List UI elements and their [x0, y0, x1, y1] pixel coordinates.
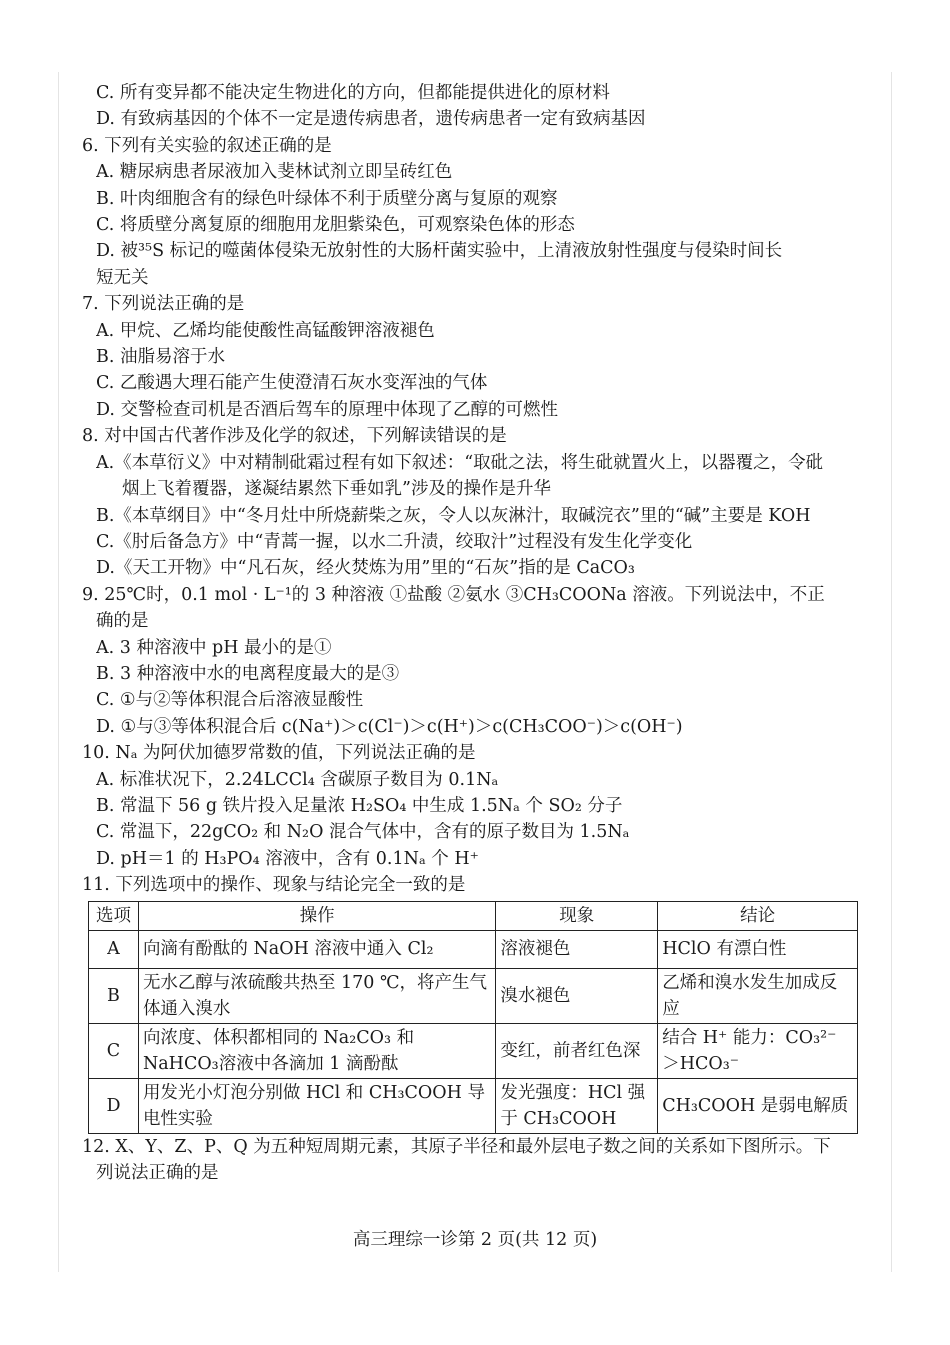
option-a-continued: 烟上飞着覆器，遂凝结累然下垂如乳”涉及的操作是升华 — [122, 479, 551, 500]
cell-conclusion: 结合 H⁺ 能力：CO₃²⁻＞HCO₃⁻ — [658, 1023, 858, 1078]
question-6 — [82, 133, 876, 291]
question-stem: 11. 下列选项中的操作、现象与结论完全一致的是 — [82, 875, 466, 896]
page-footer: 高三理综一诊第 2 页(共 12 页) — [352, 1230, 598, 1250]
question-12 — [82, 1134, 876, 1187]
option-c: C.《肘后备急方》中“青蒿一握，以水二升渍，绞取汁”过程没有发生化学变化 — [96, 531, 693, 552]
table-row — [89, 968, 858, 1023]
cell-conclusion: HClO 有漂白性 — [658, 930, 858, 968]
question-stem-continued: 确的是 — [96, 611, 149, 632]
header-operation: 操作 — [138, 901, 495, 930]
question-stem: 6. 下列有关实验的叙述正确的是 — [82, 135, 332, 156]
question-9 — [82, 582, 876, 740]
cell-phenomenon: 发光强度：HCl 强于 CH₃COOH — [496, 1078, 658, 1133]
option-c: C. 常温下，22gCO₂ 和 N₂O 混合气体中，含有的原子数目为 1.5Nₐ — [96, 822, 630, 843]
table-header-row — [89, 901, 858, 930]
table-row — [89, 1023, 858, 1078]
cell-phenomenon: 变红，前者红色深 — [496, 1023, 658, 1078]
cell-phenomenon: 溶液褪色 — [496, 930, 658, 968]
option-a: A. 糖尿病患者尿液加入斐林试剂立即呈砖红色 — [96, 162, 453, 183]
question-stem: 8. 对中国古代著作涉及化学的叙述，下列解读错误的是 — [82, 426, 507, 447]
cell-option: A — [89, 930, 139, 968]
cell-operation: 无水乙醇与浓硫酸共热至 170 ℃，将产生气体通入溴水 — [138, 968, 495, 1023]
option-d: D. ①与③等体积混合后 c(Na⁺)＞c(Cl⁻)＞c(H⁺)＞c(CH₃COO⁻)＞c(OH⁻) — [96, 716, 683, 737]
option-d: D. 交警检查司机是否酒后驾车的原理中体现了乙醇的可燃性 — [96, 399, 559, 420]
question-8 — [82, 423, 876, 581]
option-b: B. 常温下 56 g 铁片投入足量浓 H₂SO₄ 中生成 1.5Nₐ 个 SO₂ 分子 — [96, 795, 623, 816]
option-d-prev: D. 有致病基因的个体不一定是遗传病患者，遗传病患者一定有致病基因 — [96, 109, 646, 130]
option-d-continued: 短无关 — [96, 267, 149, 288]
question-stem: 9. 25℃时，0.1 mol · L⁻¹的 3 种溶液 ①盐酸 ②氨水 ③CH₃COONa 溶液。下列说法中，不正 — [82, 584, 825, 605]
page-content — [82, 80, 876, 1186]
cell-operation: 用发光小灯泡分别做 HCl 和 CH₃COOH 导电性实验 — [138, 1078, 495, 1133]
cell-phenomenon: 溴水褪色 — [496, 968, 658, 1023]
cell-option: B — [89, 968, 139, 1023]
option-d: D. pH＝1 的 H₃PO₄ 溶液中，含有 0.1Nₐ 个 H⁺ — [96, 848, 479, 869]
option-c: C. ①与②等体积混合后溶液显酸性 — [96, 690, 364, 711]
cell-operation: 向滴有酚酞的 NaOH 溶液中通入 Cl₂ — [138, 930, 495, 968]
cell-option: C — [89, 1023, 139, 1078]
question-7 — [82, 291, 876, 423]
header-phenomenon: 现象 — [496, 901, 658, 930]
header-option: 选项 — [89, 901, 139, 930]
cell-operation: 向浓度、体积都相同的 Na₂CO₃ 和 NaHCO₃溶液中各滴加 1 滴酚酞 — [138, 1023, 495, 1078]
option-b: B. 3 种溶液中水的电离程度最大的是③ — [96, 663, 400, 684]
option-c: C. 将质壁分离复原的细胞用龙胆紫染色，可观察染色体的形态 — [96, 215, 575, 236]
option-b: B. 叶肉细胞含有的绿色叶绿体不利于质壁分离与复原的观察 — [96, 188, 558, 209]
table-row — [89, 1078, 858, 1133]
option-d: D.《天工开物》中“凡石灰，经火焚炼为用”里的“石灰”指的是 CaCO₃ — [96, 558, 635, 579]
option-c-prev: C. 所有变异都不能决定生物进化的方向，但都能提供进化的原材料 — [96, 83, 610, 103]
question-stem: 7. 下列说法正确的是 — [82, 294, 245, 315]
option-b: B.《本草纲目》中“冬月灶中所烧薪柴之灰，令人以灰淋汁，取碱浣衣”里的“碱”主要是 KOH — [96, 505, 811, 526]
cell-conclusion: 乙烯和溴水发生加成反应 — [658, 968, 858, 1023]
question-11 — [82, 872, 876, 1133]
cell-conclusion: CH₃COOH 是弱电解质 — [658, 1078, 858, 1133]
question-10 — [82, 740, 876, 872]
table-row — [89, 930, 858, 968]
cell-option: D — [89, 1078, 139, 1133]
option-d: D. 被³⁵S 标记的噬菌体侵染无放射性的大肠杆菌实验中，上清液放射性强度与侵染时间长 — [96, 241, 783, 262]
header-conclusion: 结论 — [658, 901, 858, 930]
option-a: A. 标准状况下，2.24LCCl₄ 含碳原子数目为 0.1Nₐ — [96, 769, 499, 790]
option-b: B. 油脂易溶于水 — [96, 347, 225, 368]
experiment-table — [88, 901, 858, 1134]
question-stem-continued: 列说法正确的是 — [96, 1163, 219, 1183]
option-a: A. 甲烷、乙烯均能使酸性高锰酸钾溶液褪色 — [96, 320, 435, 341]
option-a: A. 3 种溶液中 pH 最小的是① — [96, 637, 332, 658]
question-stem: 10. Nₐ 为阿伏加德罗常数的值，下列说法正确的是 — [82, 743, 476, 764]
question-stem: 12. X、Y、Z、P、Q 为五种短周期元素，其原子半径和最外层电子数之间的关系如下图所示。下 — [82, 1136, 831, 1157]
option-c: C. 乙酸遇大理石能产生使澄清石灰水变浑浊的气体 — [96, 373, 488, 394]
option-a: A.《本草衍义》中对精制砒霜过程有如下叙述：“取砒之法，将生砒就置火上，以器覆之，令砒 — [96, 452, 824, 473]
